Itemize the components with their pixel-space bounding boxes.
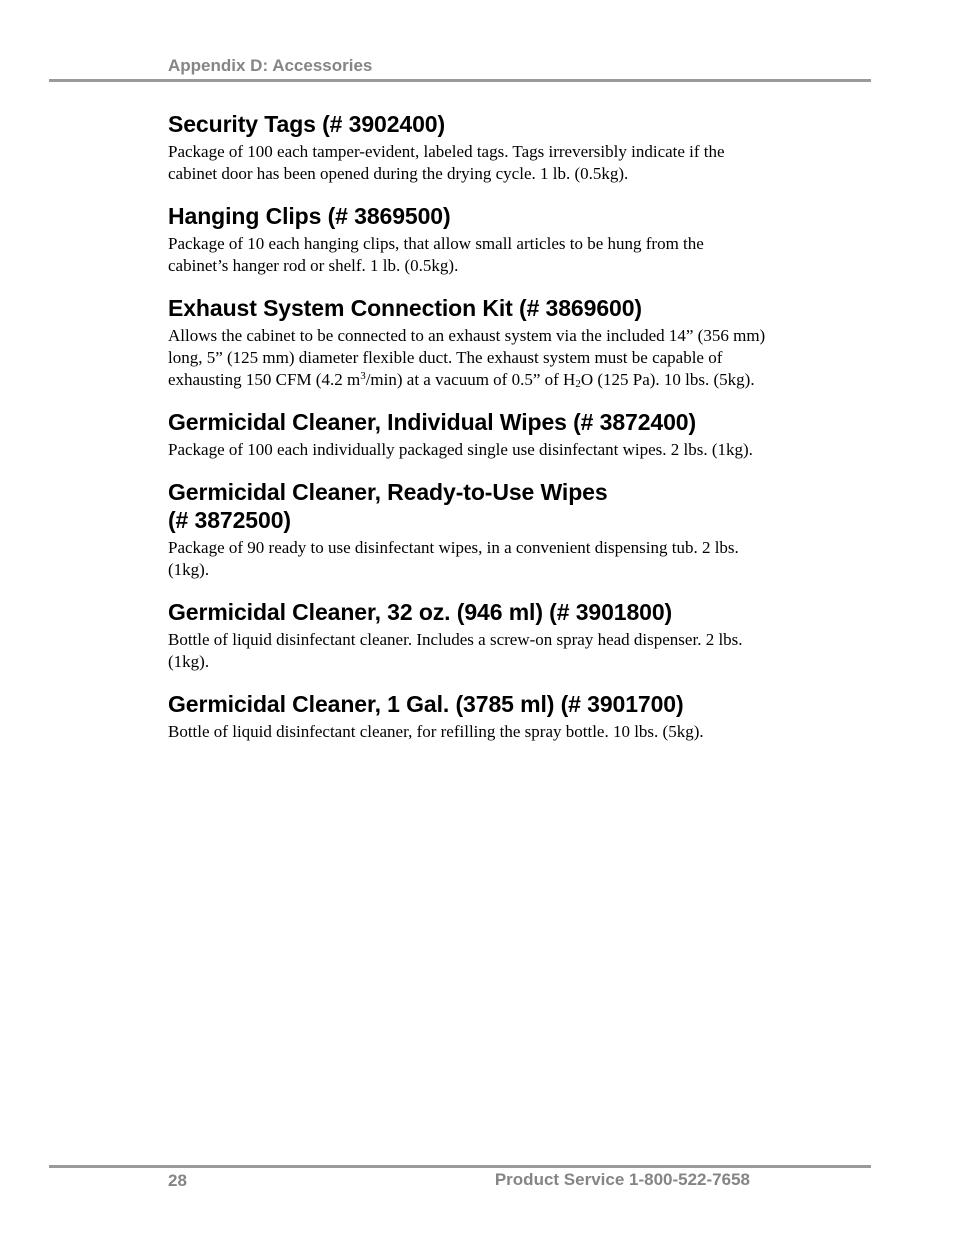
section-body: Package of 100 each individually packaged single use disinfectant wipes. 2 lbs. (1kg).: [168, 440, 753, 459]
page-number: 28: [168, 1171, 187, 1190]
body-text: /min) at a vacuum of 0.5” of H: [365, 370, 576, 389]
body-text: O (125 Pa). 10 lbs. (5kg).: [580, 370, 755, 389]
page-content: [168, 110, 768, 743]
section-body: Package of 100 each tamper-evident, labeled tags. Tags irreversibly indicate if the cabinet door has been opened during the drying cycle. 1 lb. (0.5kg).: [168, 142, 725, 183]
section-heading: Hanging Clips (# 3869500): [168, 203, 451, 229]
section-heading: Security Tags (# 3902400): [168, 111, 446, 137]
section-individual-wipes: [168, 408, 768, 461]
heading-line: (# 3872500): [168, 507, 291, 533]
section-body: [168, 325, 768, 391]
page-header: Appendix D: Accessories: [168, 56, 373, 75]
section-body: Package of 90 ready to use disinfectant wipes, in a convenient dispensing tub. 2 lbs. (1kg).: [168, 538, 739, 579]
heading-line: Germicidal Cleaner, Ready-to-Use Wipes: [168, 479, 608, 505]
header-rule: [49, 79, 871, 82]
section-cleaner-1gal: [168, 690, 768, 743]
section-heading: Exhaust System Connection Kit (# 3869600): [168, 295, 642, 321]
section-body: Bottle of liquid disinfectant cleaner. Includes a screw-on spray head dispenser. 2 lbs. (1kg).: [168, 630, 743, 671]
section-body: Package of 10 each hanging clips, that allow small articles to be hung from the cabinet’s hanger rod or shelf. 1 lb. (0.5kg).: [168, 234, 704, 275]
footer-rule: [49, 1165, 871, 1168]
section-security-tags: [168, 110, 768, 185]
section-heading: [168, 478, 768, 534]
section-body: Bottle of liquid disinfectant cleaner, for refilling the spray bottle. 10 lbs. (5kg).: [168, 722, 704, 741]
section-cleaner-32oz: [168, 598, 768, 673]
product-service-phone: Product Service 1-800-522-7658: [494, 1170, 750, 1189]
subscript: 2: [575, 378, 581, 390]
section-heading: Germicidal Cleaner, 32 oz. (946 ml) (# 3901800): [168, 599, 673, 625]
superscript: 3: [360, 370, 366, 382]
body-text: Allows the cabinet to be connected to an exhaust system via the included 14” (356 mm) long, 5” (125 mm) diameter flexible duct. The exhaust system must be capable of exhausting 150 CFM (4.2 m: [168, 326, 766, 389]
section-heading: Germicidal Cleaner, Individual Wipes (# 3872400): [168, 409, 697, 435]
section-hanging-clips: [168, 202, 768, 277]
section-heading: Germicidal Cleaner, 1 Gal. (3785 ml) (# 3901700): [168, 691, 684, 717]
section-ready-to-use-wipes: [168, 478, 768, 581]
section-exhaust-kit: [168, 294, 768, 391]
